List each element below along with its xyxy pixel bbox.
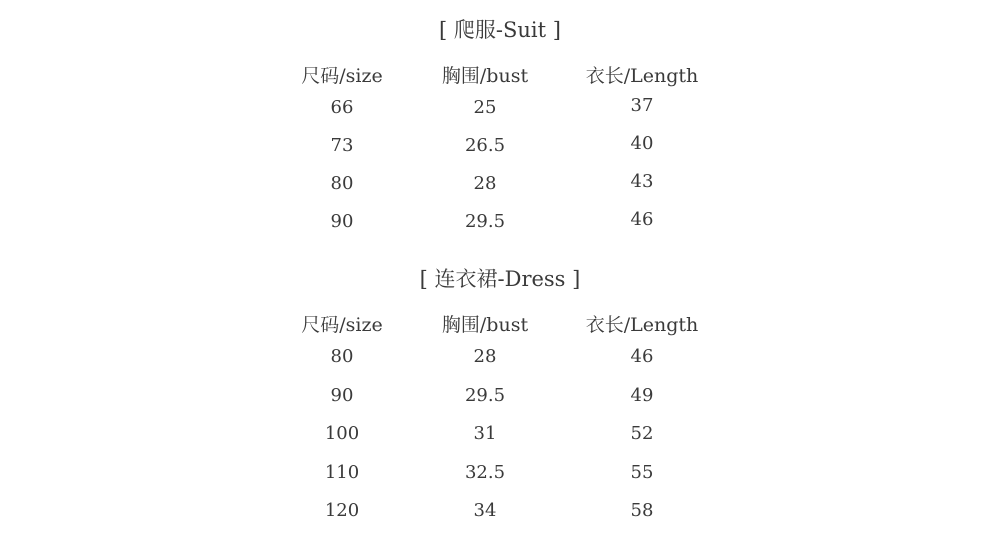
table-row — [0, 96, 1000, 120]
table-row — [0, 345, 1000, 369]
size-cell: 90 — [330, 211, 354, 232]
length-cell: 55 — [630, 462, 654, 483]
bust-cell: 29.5 — [464, 211, 506, 232]
bust-cell: 29.5 — [464, 385, 506, 406]
size-cell: 120 — [324, 500, 360, 521]
bust-cell: 28 — [473, 346, 497, 367]
length-cell: 46 — [630, 209, 654, 230]
size-cell: 73 — [330, 135, 354, 156]
length-cell: 40 — [630, 133, 654, 154]
size-cell: 80 — [330, 173, 354, 194]
header-length: 衣长/Length — [585, 314, 699, 336]
size-cell: 100 — [324, 423, 360, 444]
header-size: 尺码/size — [301, 65, 383, 87]
header-bust: 胸围/bust — [441, 314, 529, 336]
length-cell: 49 — [630, 385, 654, 406]
table-row — [0, 210, 1000, 234]
table-row — [0, 384, 1000, 408]
table-row — [0, 422, 1000, 446]
bust-cell: 28 — [473, 173, 497, 194]
table-row — [0, 499, 1000, 523]
length-cell: 37 — [630, 95, 654, 116]
size-cell: 80 — [330, 346, 354, 367]
size-cell: 110 — [324, 462, 360, 483]
length-cell: 58 — [630, 500, 654, 521]
length-cell: 43 — [630, 171, 654, 192]
bust-cell: 25 — [473, 97, 497, 118]
length-cell: 46 — [630, 346, 654, 367]
table-row — [0, 134, 1000, 158]
table-row — [0, 172, 1000, 196]
table-header-row — [0, 64, 1000, 88]
bust-cell: 32.5 — [464, 462, 506, 483]
bust-cell: 34 — [473, 500, 497, 521]
dress-section-title: [ 连衣裙-Dress ] — [419, 267, 581, 291]
header-size: 尺码/size — [301, 314, 383, 336]
header-bust: 胸围/bust — [441, 65, 529, 87]
header-length: 衣长/Length — [585, 65, 699, 87]
bust-cell: 31 — [473, 423, 497, 444]
size-cell: 90 — [330, 385, 354, 406]
bust-cell: 26.5 — [464, 135, 506, 156]
size-cell: 66 — [330, 97, 354, 118]
table-header-row — [0, 313, 1000, 337]
table-row — [0, 461, 1000, 485]
suit-section-title: [ 爬服-Suit ] — [439, 18, 561, 42]
length-cell: 52 — [630, 423, 654, 444]
